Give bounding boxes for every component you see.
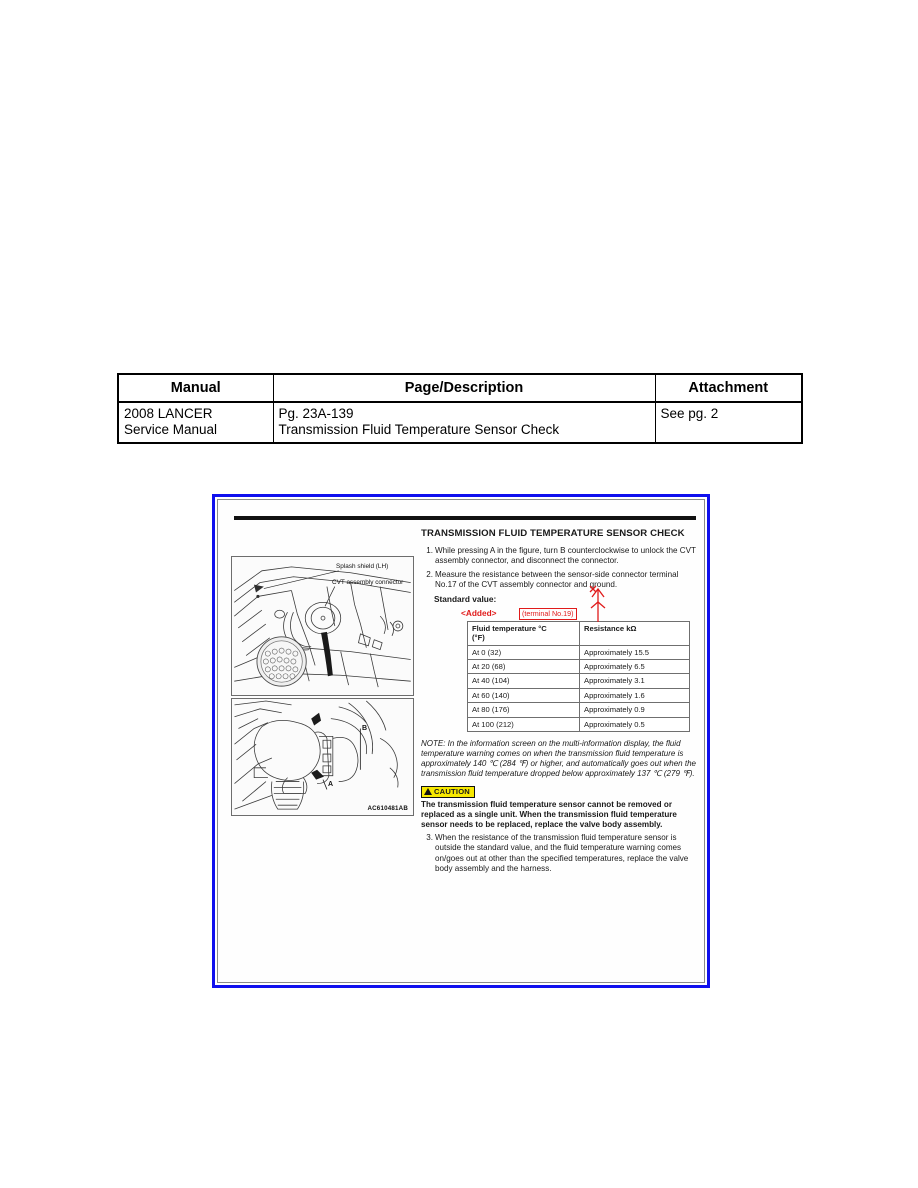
step-2-text: Measure the resistance between the sensor-side connector terminal No.17 of the CVT assembly connector and ground.: [435, 569, 679, 590]
reference-table-container: [117, 373, 801, 444]
scanned-page-body: [217, 499, 705, 983]
table-row: [468, 703, 690, 717]
column-header-fluid-temperature: [468, 621, 580, 645]
table-row: [468, 645, 690, 659]
cell-temperature: At 80 (176): [468, 703, 580, 717]
cell-attachment: [655, 402, 802, 443]
caution-badge: [421, 786, 475, 798]
resistance-table: [467, 621, 690, 732]
cell-temperature: At 100 (212): [468, 717, 580, 731]
column-header-resistance: Resistance kΩ: [580, 621, 690, 645]
table-row: [468, 717, 690, 731]
step-1: [421, 546, 699, 566]
callout-label-b: B: [362, 725, 368, 732]
column-header-manual: Manual: [118, 374, 273, 402]
cell-resistance: Approximately 6.5: [580, 659, 690, 673]
page-title: TRANSMISSION FLUID TEMPERATURE SENSOR CHECK: [421, 528, 685, 539]
step-2-number: 2.: [426, 569, 433, 579]
resistance-table-header-row: [468, 621, 690, 645]
final-step-list: [421, 833, 699, 874]
step-3-text: When the resistance of the transmission fluid temperature sensor is outside the standard value, and the fluid temperature warning comes on/goes out at other than the specified temperatures, replace the valve body assembly and the harness.: [435, 833, 689, 873]
warning-triangle-icon: [424, 788, 432, 795]
cell-temperature: At 60 (140): [468, 688, 580, 702]
illustration-engine-bay: [231, 556, 414, 696]
table-header-row: [118, 374, 802, 402]
cell-resistance: Approximately 3.1: [580, 674, 690, 688]
figure-code: AC610481AB: [367, 805, 408, 812]
illustration-connector-detail: [231, 698, 414, 816]
step-1-number: 1.: [426, 545, 433, 555]
scanned-page-frame: [212, 494, 710, 988]
step-2: [421, 570, 699, 590]
callout-label-a: A: [328, 781, 334, 788]
cell-manual: [118, 402, 273, 443]
engine-bay-drawing: [232, 557, 413, 695]
manual-text-column: [421, 528, 699, 878]
procedure-steps: [421, 546, 699, 591]
added-marker-label: <Added>: [461, 607, 497, 618]
column-header-attachment: Attachment: [655, 374, 802, 402]
page-top-rule: [234, 516, 696, 520]
table-row: [468, 659, 690, 673]
red-annotation: [421, 608, 699, 619]
cell-temperature: At 0 (32): [468, 645, 580, 659]
table-row: [468, 674, 690, 688]
table-row: [118, 402, 802, 443]
page-number: Pg. 23A-139: [278, 406, 354, 421]
cell-temperature: At 40 (104): [468, 674, 580, 688]
note-text: NOTE: In the information screen on the multi-information display, the fluid temperature warning comes on when the transmission fluid temperature is approximately 140 ℃ (284 ℉) or higher, and automatically goes out when the transmission fluid temperature dropped below approximately 137 ℃ (279 ℉).: [421, 738, 696, 778]
caution-body-text: The transmission fluid temperature sensor cannot be removed or replaced as a single unit. When the transmission fluid temperature sensor needs to be replaced, replace the valve body assembly.: [421, 799, 677, 829]
fluid-temperature-header-line1: Fluid temperature °C: [472, 623, 547, 633]
step-3-number: 3.: [426, 833, 433, 843]
standard-value-label: Standard value:: [434, 594, 497, 605]
attachment-reference: See pg. 2: [660, 406, 719, 421]
cell-page-description: [273, 402, 655, 443]
manual-name-line2: Service Manual: [124, 421, 218, 437]
manual-name-line1: 2008 LANCER: [124, 406, 213, 421]
callout-splash-shield: Splash shield (LH): [336, 563, 389, 570]
cell-resistance: Approximately 0.9: [580, 703, 690, 717]
added-terminal-note: (terminal No.19): [519, 608, 577, 620]
fluid-temperature-header-line2: (°F): [472, 632, 485, 642]
cell-resistance: Approximately 0.5: [580, 717, 690, 731]
cell-resistance: Approximately 15.5: [580, 645, 690, 659]
cell-resistance: Approximately 1.6: [580, 688, 690, 702]
connector-detail-drawing: [232, 699, 413, 815]
table-row: [468, 688, 690, 702]
page-description: Transmission Fluid Temperature Sensor Check: [278, 421, 560, 437]
callout-cvt-assembly-connector: CVT assembly connector: [332, 579, 404, 586]
step-1-text: While pressing A in the figure, turn B counterclockwise to unlock the CVT assembly connector, and disconnect the connector.: [435, 545, 696, 565]
reference-table: [117, 373, 803, 444]
cell-temperature: At 20 (68): [468, 659, 580, 673]
step-3: [421, 833, 699, 874]
caution-badge-label: CAUTION: [434, 786, 470, 796]
column-header-page-description: Page/Description: [273, 374, 655, 402]
